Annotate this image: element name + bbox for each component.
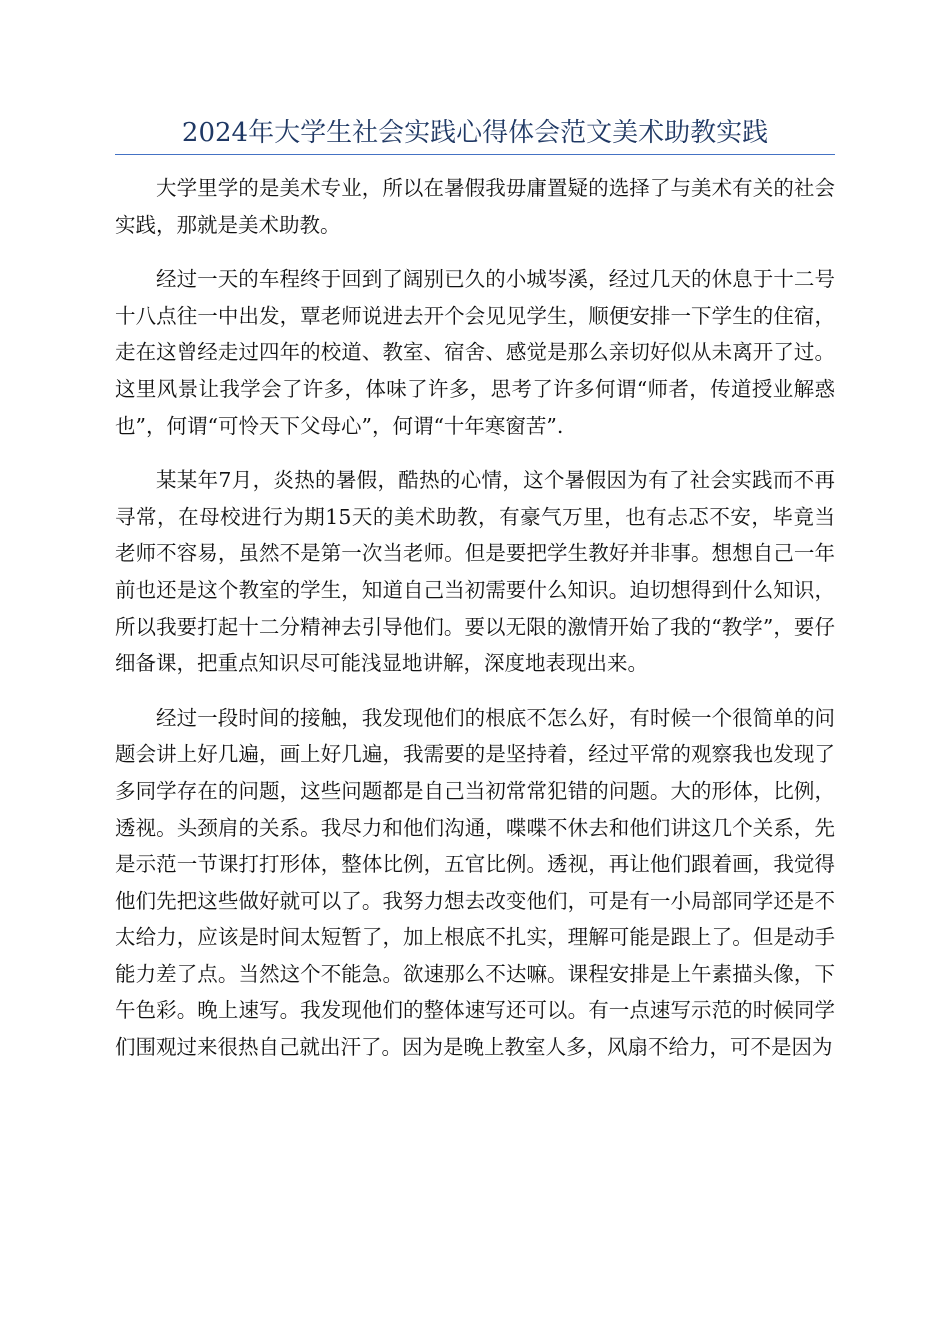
paragraph-4: 经过一段时间的接触，我发现他们的根底不怎么好，有时候一个很简单的问题会讲上好几遍，画上好几遍，我需要的是坚持着，经过平常的观察我也发现了多同学存在的问题，这些问题都是自己当初常常犯错的问题。大的形体，比例，透视。头颈肩的关系。我尽力和他们沟通，喋喋不休去和他们讲这几个关系，先是示范一节课打打形体，整体比例，五官比例。透视，再让他们跟着画，我觉得他们先把这些做好就可以了。我努力想去改变他们，可是有一小局部同学还是不太给力，应该是时间太短暂了，加上根底不扎实，理解可能是跟上了。但是动手能力差了点。当然这个不能急。欲速那么不达嘛。课程安排是上午素描头像，下午色彩。晚上速写。我发现他们的整体速写还可以。有一点速写示范的时候同学们围观过来很热自己就出汗了。因为是晚上教室人多，风扇不给力，可不是因为	[115, 705, 835, 1060]
document-body	[115, 170, 835, 1084]
paragraph-3: 某某年7月，炎热的暑假，酷热的心情，这个暑假因为有了社会实践而不再寻常，在母校进行为期15天的美术助教，有豪气万里，也有忐忑不安，毕竟当老师不容易，虽然不是第一次当老师。但是要把学生教好并非事。想想自己一年前也还是这个教室的学生，知道自己当初需要什么知识。迫切想得到什么知识，所以我要打起十二分精神去引导他们。要以无限的激情开始了我的“教学”，要仔细备课，把重点知识尽可能浅显地讲解，深度地表现出来。	[115, 468, 835, 676]
title-underline	[115, 154, 835, 155]
paragraph-1: 大学里学的是美术专业，所以在暑假我毋庸置疑的选择了与美术有关的社会实践，那就是美术助教。	[115, 176, 835, 237]
document-title: 2024年大学生社会实践心得体会范文美术助教实践	[181, 118, 769, 148]
paragraph-2: 经过一天的车程终于回到了阔别已久的小城岑溪，经过几天的休息于十二号十八点往一中出发，覃老师说进去开个会见见学生，顺便安排一下学生的住宿，走在这曾经走过四年的校道、教室、宿舍、感觉是那么亲切好似从未离开了过。这里风景让我学会了许多，体味了许多，思考了许多何谓“师者，传道授业解惑也”，何谓“可怜天下父母心”，何谓“十年寒窗苦”.	[115, 267, 835, 438]
